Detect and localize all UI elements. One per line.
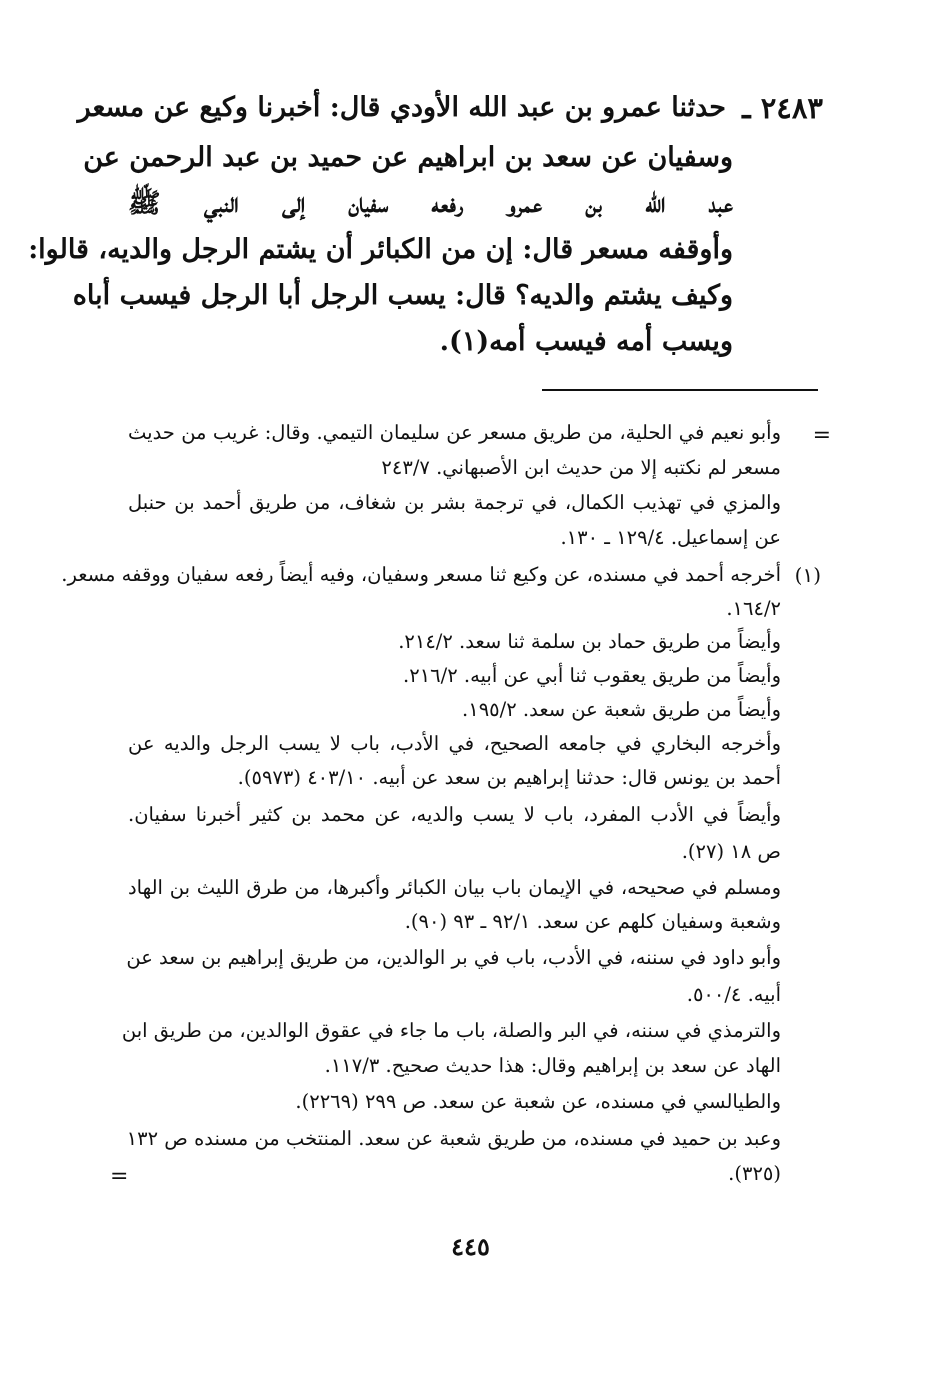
footnote-line: والترمذي في سننه، في البر والصلة، باب ما جاء في عقوق الوالدين، من طريق ابن — [121, 1019, 781, 1042]
footnote-line: ص ١٨ (٢٧). — [681, 840, 781, 863]
footnote-line: وأيضاً في الأدب المفرد، باب لا يسب والديه، عن محمد بن كثير أخبرنا سفيان. — [128, 803, 781, 826]
footnote-line: الهاد عن سعد بن إبراهيم وقال: هذا حديث صحيح. ١١٧/٣. — [324, 1054, 781, 1077]
hadith-line: عبد الله بن عمرو رفعه سفيان إلى النبي ﷺ — [128, 188, 733, 219]
footnote-line: عن إسماعيل. ١٢٩/٤ ـ ١٣٠. — [560, 526, 781, 549]
hadith-number: ٢٤٨٣ ـ — [742, 91, 823, 125]
page-number: ٤٤٥ — [451, 1232, 490, 1261]
continuation-mark-top: = — [812, 423, 831, 448]
footnote-line: وأبو نعيم في الحلية، من طريق مسعر عن سليمان التيمي. وقال: غريب من حديث — [128, 421, 781, 444]
footnote-line: وأيضاً من طريق حماد بن سلمة ثنا سعد. ٢١٤/٢. — [398, 630, 781, 653]
footnote-line: أحمد بن يونس قال: حدثنا إبراهيم بن سعد عن أبيه. ٤٠٣/١٠ (٥٩٧٣). — [237, 766, 781, 789]
footnote-line: وأيضاً من طريق شعبة عن سعد. ١٩٥/٢. — [462, 698, 781, 721]
footnote-line: وأخرجه البخاري في جامعه الصحيح، في الأدب، باب لا يسب الرجل والديه عن — [128, 732, 781, 755]
footnote-marker: (١) — [794, 563, 821, 587]
footnote-separator — [542, 389, 818, 391]
footnote-line: وشعبة وسفيان كلهم عن سعد. ٩٢/١ ـ ٩٣ (٩٠). — [404, 910, 781, 933]
hadith-line: وأوقفه مسعر قال: إن من الكبائر أن يشتم الرجل والديه، قالوا: — [28, 234, 733, 265]
footnote-line: والمزي في تهذيب الكمال، في ترجمة بشر بن شغاف، من طريق أحمد بن حنبل — [128, 491, 781, 514]
footnote-line: أخرجه أحمد في مسنده، عن وكيع ثنا مسعر وسفيان، وفيه أيضاً رفعه سفيان ووقفه مسعر. — [61, 563, 781, 586]
footnote-line: (٣٢٥). — [728, 1162, 781, 1185]
footnote-line: والطيالسي في مسنده، عن شعبة عن سعد. ص ٢٩٩ (٢٢٦٩). — [295, 1090, 781, 1113]
hadith-line: حدثنا عمرو بن عبد الله الأودي قال: أخبرنا وكيع عن مسعر — [77, 92, 726, 123]
footnote-line: ١٦٤/٢. — [726, 597, 781, 620]
hadith-line: وسفيان عن سعد بن ابراهيم عن حميد بن عبد الرحمن عن — [83, 142, 733, 173]
hadith-line: ويسب أمه فيسب أمه(١). — [439, 326, 733, 357]
footnote-line: أبيه. ٥٠٠/٤. — [686, 983, 781, 1006]
footnote-line: وأبو داود في سننه، في الأدب، باب في بر الوالدين، من طريق إبراهيم بن سعد عن — [126, 946, 781, 969]
footnote-line: وعبد بن حميد في مسنده، من طريق شعبة عن سعد. المنتخب من مسنده ص ١٣٢ — [126, 1127, 781, 1150]
continuation-mark-bottom: = — [110, 1164, 129, 1189]
footnote-line: مسعر لم نكتبه إلا من حديث ابن الأصبهاني. ٢٤٣/٧ — [381, 456, 781, 479]
hadith-line: وكيف يشتم والديه؟ قال: يسب الرجل أبا الرجل فيسب أباه — [72, 280, 733, 311]
footnote-line: وأيضاً من طريق يعقوب ثنا أبي عن أبيه. ٢١٦/٢. — [403, 664, 781, 687]
footnote-line: ومسلم في صحيحه، في الإيمان باب بيان الكبائر وأكبرها، من طرق الليث بن الهاد — [128, 876, 781, 899]
